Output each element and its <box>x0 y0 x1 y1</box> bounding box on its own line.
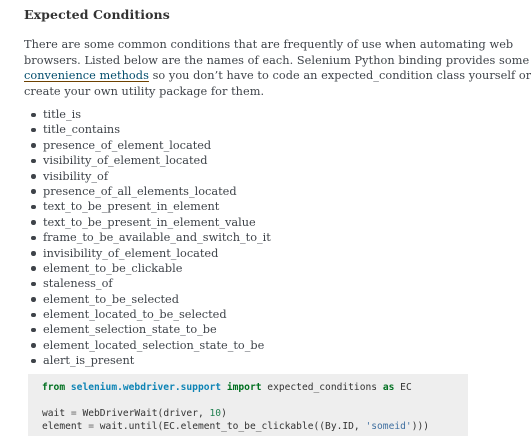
condition-name: presence_of_element_located <box>43 138 212 152</box>
list-item <box>30 261 271 276</box>
locator-string: 'someid' <box>365 421 412 432</box>
condition-name: element_located_selection_state_to_be <box>43 338 265 352</box>
bullet-icon <box>31 266 36 271</box>
list-item <box>30 199 271 214</box>
condition-name: visibility_of <box>43 169 109 183</box>
bullet-icon <box>31 174 36 179</box>
wait-close-paren: ) <box>221 408 227 419</box>
list-item <box>30 230 271 245</box>
keyword-from: from <box>42 382 66 393</box>
paragraph-line-3 <box>24 68 531 84</box>
condition-name: alert_is_present <box>43 354 135 368</box>
bullet-icon <box>31 297 36 302</box>
var-element: element <box>42 421 83 432</box>
list-item <box>30 353 271 368</box>
until-call: wait.until(EC.element_to_be_clickable((By.ID, <box>99 421 360 432</box>
list-item <box>30 322 271 337</box>
condition-name: element_selection_state_to_be <box>43 323 217 337</box>
until-close-parens: ))) <box>411 421 430 432</box>
bullet-icon <box>31 128 36 133</box>
list-item <box>30 169 271 184</box>
paragraph-line-3-rest: so you don’t have to code an expected_condition class yourself or <box>148 69 531 83</box>
bullet-icon <box>31 159 36 164</box>
list-item <box>30 153 271 168</box>
list-item <box>30 307 271 322</box>
condition-name: staleness_of <box>43 277 113 291</box>
list-item <box>30 107 271 122</box>
timeout-number: 10 <box>209 408 222 419</box>
paragraph-line-1: There are some common conditions that are frequently of use when automating web <box>24 38 514 51</box>
bullet-icon <box>31 143 36 148</box>
section-heading: Expected Conditions <box>24 7 170 22</box>
keyword-import: import <box>226 382 262 393</box>
condition-name: element_to_be_clickable <box>43 261 183 275</box>
keyword-as: as <box>382 382 395 393</box>
bullet-icon <box>31 343 36 348</box>
bullet-icon <box>31 251 36 256</box>
condition-name: visibility_of_element_located <box>43 154 208 168</box>
bullet-icon <box>31 282 36 287</box>
bullet-icon <box>31 359 36 364</box>
list-item <box>30 276 271 291</box>
imported-name: expected_conditions <box>267 382 378 393</box>
import-alias: EC <box>400 382 412 393</box>
condition-name: text_to_be_present_in_element_value <box>43 215 256 229</box>
list-item <box>30 122 271 137</box>
bullet-icon <box>31 236 36 241</box>
list-item <box>30 338 271 353</box>
module-name: selenium.webdriver.support <box>70 382 222 393</box>
var-wait: wait <box>42 408 66 419</box>
paragraph-line-4: create your own utility package for them. <box>24 84 265 98</box>
condition-name: element_to_be_selected <box>43 292 179 306</box>
bullet-icon <box>31 328 36 333</box>
bullet-icon <box>31 189 36 194</box>
condition-name: title_is <box>43 108 82 121</box>
wait-call: WebDriverWait(driver, <box>82 408 204 419</box>
condition-name: text_to_be_present_in_element <box>43 200 220 214</box>
bullet-icon <box>31 313 36 318</box>
code-line-import <box>42 381 412 394</box>
list-item <box>30 215 271 230</box>
list-item <box>30 184 271 199</box>
assign-operator: = <box>70 408 77 419</box>
paragraph-line-2: browsers. Listed below are the names of each. Selenium Python binding provides some <box>24 53 530 67</box>
bullet-icon <box>31 205 36 210</box>
conditions-list <box>30 107 271 369</box>
intro-paragraph <box>24 37 531 99</box>
bullet-icon <box>31 220 36 225</box>
condition-name: title_contains <box>43 123 121 137</box>
code-line-element <box>42 420 429 433</box>
list-item <box>30 138 271 153</box>
assign-operator: = <box>88 421 94 432</box>
convenience-methods-link[interactable]: convenience methods <box>24 69 149 83</box>
list-item <box>30 246 271 261</box>
list-item <box>30 292 271 307</box>
code-block <box>28 374 468 436</box>
condition-name: presence_of_all_elements_located <box>43 184 237 198</box>
bullet-icon <box>31 113 36 118</box>
condition-name: invisibility_of_element_located <box>43 246 219 260</box>
condition-name: frame_to_be_available_and_switch_to_it <box>43 231 271 245</box>
code-line-wait <box>42 407 227 420</box>
condition-name: element_located_to_be_selected <box>43 308 227 322</box>
